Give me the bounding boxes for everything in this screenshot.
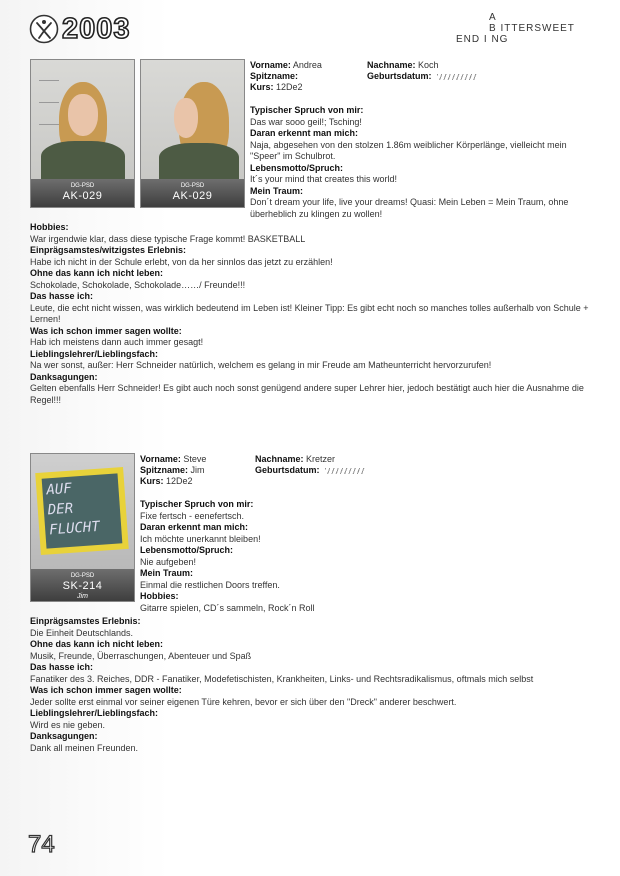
face (68, 94, 98, 136)
spitzname-label: Spitzname: (250, 71, 299, 81)
lehrer-heading: Lieblingslehrer/Lieblingsfach: (30, 708, 159, 718)
vorname-field (250, 60, 322, 71)
caption-code: AK-029 (62, 190, 103, 202)
kurs-field (140, 476, 193, 487)
brand-line-1: A (489, 12, 497, 23)
caption-label: DG-PSD (70, 183, 95, 189)
profile-answers-top (140, 499, 580, 614)
profile-answers-top (250, 105, 580, 220)
geburtsdatum-label: Geburtsdatum: (255, 465, 320, 475)
traum-heading: Mein Traum: (140, 568, 194, 578)
year-title: 2003 (62, 13, 131, 45)
ohne-text: Musik, Freunde, Überraschungen, Abenteuer und Spaß (30, 650, 252, 661)
erkennt-heading: Daran erkennt man mich: (140, 522, 249, 532)
sagen-text: Jeder sollte erst einmal vor seiner eigenen Türe kehren, bevor er sich über den "Dreck" anderer beschwert. (30, 696, 457, 707)
caption-signature: Jim (77, 593, 88, 600)
nachname-label: Nachname: (367, 60, 416, 70)
caption-code: SK-214 (62, 580, 103, 592)
vorname-value: Steve (183, 454, 207, 464)
brand-line-2: B ITTERSWEET (489, 23, 575, 34)
redacted-date-scribble (437, 74, 477, 80)
photo-caption (31, 179, 134, 207)
chalkboard-sign (35, 467, 129, 555)
vorname-label: Vorname: (140, 454, 181, 464)
nachname-field (255, 454, 335, 465)
lehrer-text: Wird es nie geben. (30, 719, 106, 730)
erkennt-text: Ich möchte unerkannt bleiben! (140, 533, 261, 544)
nachname-label: Nachname: (255, 454, 304, 464)
caption-label: DG-PSD (70, 573, 95, 579)
spitzname-field (250, 71, 298, 82)
erlebnis-heading: Einprägsamstes/witzigstes Erlebnis: (30, 245, 187, 255)
spitzname-label: Spitzname: (140, 465, 189, 475)
face (174, 98, 198, 138)
hasse-text: Leute, die echt nicht wissen, was wirklich bedeutend im Leben ist! Kleiner Tipp: Es gibt echt noch so manches tolles außerhalb von Schule + Lernen! (30, 302, 589, 324)
board-line-3: FLUCHT (48, 518, 101, 539)
erlebnis-heading: Einprägsamstes Erlebnis: (30, 616, 141, 626)
kurs-label: Kurs: (140, 476, 164, 486)
geburtsdatum-field (255, 465, 365, 476)
dank-heading: Danksagungen: (30, 731, 98, 741)
dank-text: Dank all meinen Freunden. (30, 742, 139, 753)
spruch-heading: Typischer Spruch von mir: (140, 499, 254, 509)
ohne-heading: Ohne das kann ich nicht leben: (30, 639, 164, 649)
portrait-photo-chalkboard (30, 453, 135, 602)
sweater (41, 141, 125, 179)
caption-code: AK-029 (172, 190, 213, 202)
hobbies-text: Gitarre spielen, CD´s sammeln, Rock´n Roll (140, 602, 315, 613)
portrait-photo-front (30, 59, 135, 208)
geburtsdatum-label: Geburtsdatum: (367, 71, 432, 81)
vorname-field (140, 454, 206, 465)
ohne-text: Schokolade, Schokolade, Schokolade……/ Freunde!!! (30, 279, 246, 290)
hasse-text: Fanatiker des 3. Reiches, DDR - Fanatiker, Modefetischisten, Krankheiten, Links- und Rechtsradikalismus, oftmals mich selbst (30, 673, 534, 684)
page-number: 74 (28, 831, 55, 858)
photo-caption (141, 179, 244, 207)
hasse-heading: Das hasse ich: (30, 291, 94, 301)
erlebnis-text: Habe ich nicht in der Schule erlebt, von da her sinnlos das jetzt zu erzählen! (30, 256, 333, 267)
hobbies-heading: Hobbies: (140, 591, 179, 601)
traum-heading: Mein Traum: (250, 185, 304, 196)
motto-heading: Lebensmotto/Spruch: (140, 545, 234, 555)
spruch-text: Das war sooo geil!; Tsching! (250, 116, 362, 127)
traum-text: Don´t dream your life, live your dreams! Quasi: Mein Leben = Mein Traum, ohne überheblich zu klingen zu wollen! (250, 197, 569, 219)
profile-answers-bottom (30, 616, 590, 754)
motto-text: It´s your mind that creates this world! (250, 174, 398, 184)
erkennt-text: Naja, abgesehen von den stolzen 1.86m weiblicher Körperlänge, vielleicht mein "Speer" im Schulbrot. (250, 139, 567, 161)
geburtsdatum-field (367, 71, 477, 82)
spruch-text: Fixe fertsch - eenefertsch. (140, 510, 245, 521)
spitzname-field (140, 465, 205, 476)
sagen-text: Hab ich meistens dann auch immer gesagt! (30, 337, 204, 347)
sweater (159, 143, 239, 179)
photo-caption (31, 569, 134, 601)
vorname-label: Vorname: (250, 60, 291, 70)
lehrer-heading: Lieblingslehrer/Lieblingsfach: (30, 348, 159, 359)
nachname-value: Kretzer (306, 454, 336, 464)
kurs-value: 12De2 (276, 82, 303, 92)
sagen-heading: Was ich schon immer sagen wollte: (30, 325, 182, 336)
chalkboard-writing (42, 473, 123, 548)
hobbies-text: War irgendwie klar, dass diese typische Frage kommt! BASKETBALL (30, 233, 306, 244)
dank-text: Gelten ebenfalls Herr Schneider! Es gibt auch noch sonst genügend andere super Lehrer hier, jedoch bestätigt auch hier die Ausnahme die Regel!!! (30, 383, 584, 405)
spitzname-value: Jim (190, 465, 205, 475)
motto-text: Nie aufgeben! (140, 556, 197, 567)
profile-answers-bottom (30, 222, 590, 406)
lehrer-text: Na wer sonst, außer: Herr Schneider natürlich, welchem es gelang in mir Freude am Matheunterricht hervorzurufen! (30, 360, 492, 370)
kurs-field (250, 82, 303, 93)
board-line-2: DER (47, 500, 74, 519)
redacted-date-scribble (325, 468, 365, 474)
nachname-field (367, 60, 439, 71)
kurs-label: Kurs: (250, 82, 274, 92)
portrait-photo-profile (140, 59, 245, 208)
traum-text: Einmal die restlichen Doors treffen. (140, 579, 280, 590)
caption-label: DG-PSD (180, 183, 205, 189)
dank-heading: Danksagungen: (30, 371, 98, 382)
spruch-heading: Typischer Spruch von mir: (250, 105, 364, 115)
sagen-heading: Was ich schon immer sagen wollte: (30, 685, 182, 695)
nachname-value: Koch (418, 60, 439, 70)
ohne-heading: Ohne das kann ich nicht leben: (30, 268, 164, 278)
motto-heading: Lebensmotto/Spruch: (250, 162, 344, 173)
hobbies-heading: Hobbies: (30, 222, 69, 232)
brand-line-3: END I NG (456, 34, 509, 45)
hasse-heading: Das hasse ich: (30, 662, 94, 672)
yearbook-logo-icon (29, 14, 59, 44)
kurs-value: 12De2 (166, 476, 193, 486)
vorname-value: Andrea (292, 60, 322, 70)
erkennt-heading: Daran erkennt man mich: (250, 128, 359, 138)
brand-logo-text (456, 12, 575, 45)
board-line-1: AUF (45, 480, 73, 499)
erlebnis-text: Die Einheit Deutschlands. (30, 627, 134, 638)
